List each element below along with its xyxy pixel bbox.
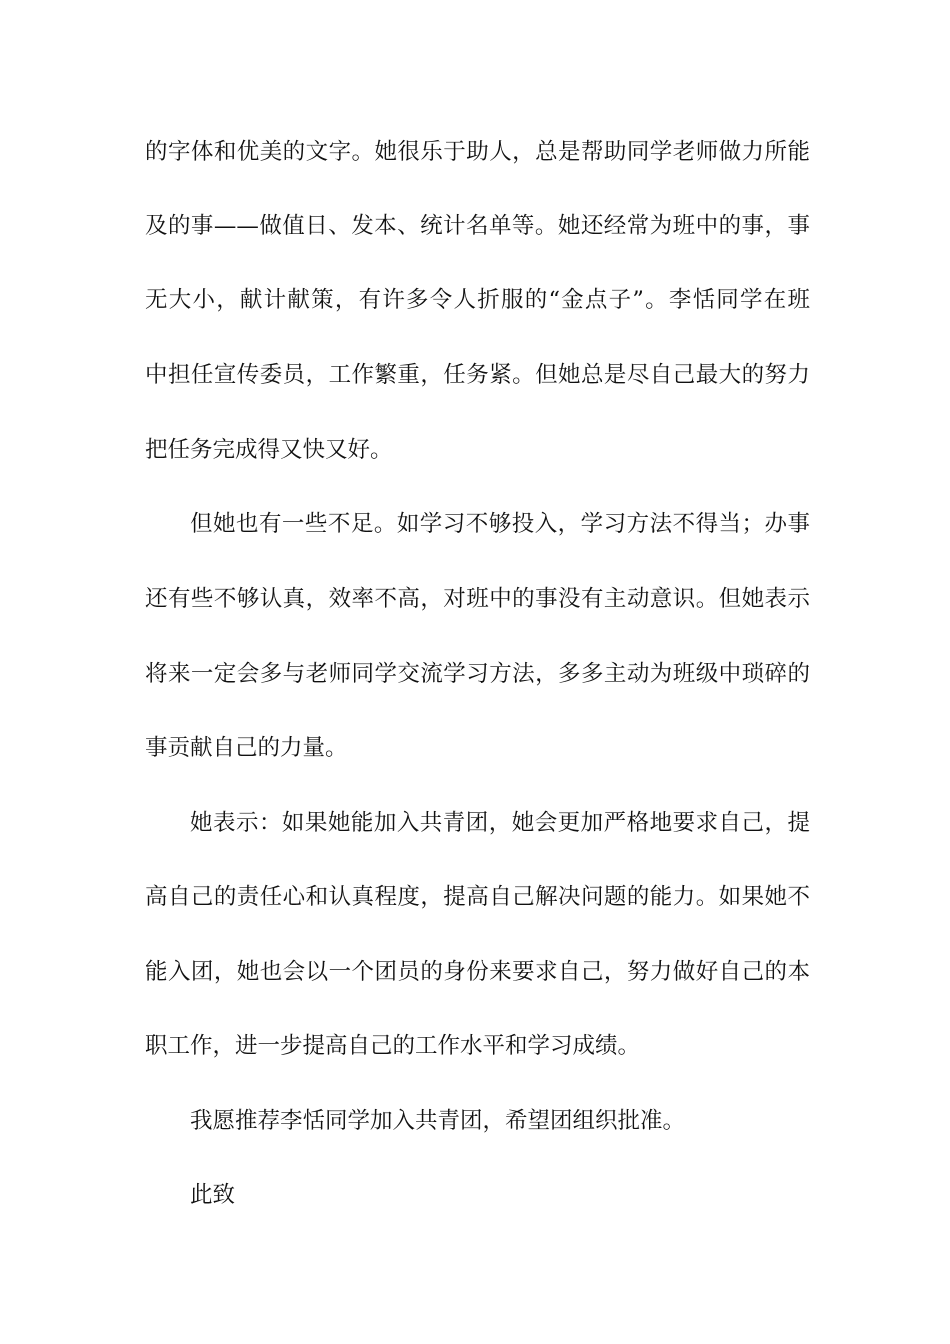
text-line: 中担任宣传委员，工作繁重，任务紧。但她总是尽自己最大的努力 [145, 362, 810, 388]
text-line: 她表示：如果她能加入共青团，她会更加严格地要求自己，提 [190, 810, 810, 836]
text-line: 高自己的责任心和认真程度，提高自己解决问题的能力。如果她不 [145, 884, 810, 910]
text-line: 无大小，献计献策，有许多令人折服的“金点子”。李恬同学在班 [145, 287, 810, 313]
text-line: 但她也有一些不足。如学习不够投入，学习方法不得当；办事 [190, 511, 810, 537]
text-line: 职工作，进一步提高自己的工作水平和学习成绩。 [145, 1033, 641, 1059]
text-line: 事贡献自己的力量。 [145, 735, 348, 761]
text-line: 此致 [190, 1182, 236, 1208]
text-line: 将来一定会多与老师同学交流学习方法，多多主动为班级中琐碎的 [145, 661, 810, 687]
text-line: 能入团，她也会以一个团员的身份来要求自己，努力做好自己的本 [145, 959, 810, 985]
text-line: 的字体和优美的文字。她很乐于助人，总是帮助同学老师做力所能 [145, 139, 810, 165]
text-line: 还有些不够认真，效率不高，对班中的事没有主动意识。但她表示 [145, 586, 810, 612]
text-line: 把任务完成得又快又好。 [145, 437, 393, 463]
text-line: 及的事——做值日、发本、统计名单等。她还经常为班中的事，事 [145, 213, 810, 239]
text-line: 我愿推荐李恬同学加入共青团，希望团组织批准。 [190, 1108, 686, 1134]
